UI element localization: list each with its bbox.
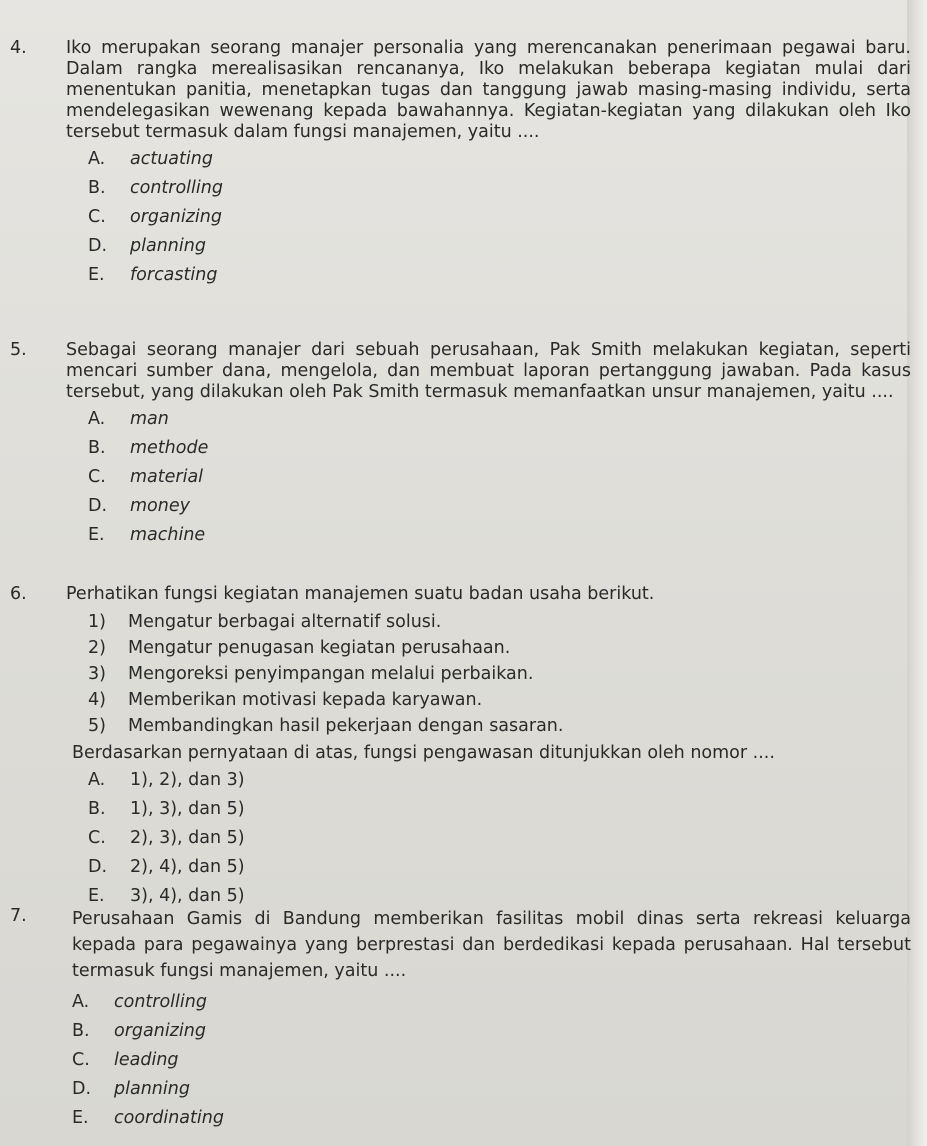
statement-list (88, 609, 911, 739)
question-text: Iko merupakan seorang manajer personalia yang merencanakan penerimaan pegawai baru. Dalam rangka merealisasikan rencananya, Iko melakukan beberapa kegiatan mulai dari menentukan panitia, menetapkan tugas dan tanggung jawab masing-masing individu, serta mendelegasikan wewenang kepada bawahannya. Kegiatan-kegiatan yang dilakukan oleh Iko tersebut termasuk dalam fungsi manajemen, yaitu .... (66, 38, 911, 142)
option-a[interactable]: A. 1), 2), dan 3) (88, 770, 245, 790)
option-b[interactable]: B. organizing (72, 1021, 206, 1041)
question-text: Sebagai seorang manajer dari sebuah perusahaan, Pak Smith melakukan kegiatan, seperti mencari sumber dana, mengelola, dan membuat laporan pertanggung jawaban. Pada kasus tersebut, yang dilakukan oleh Pak Smith termasuk memanfaatkan unsur manajemen, yaitu .... (66, 340, 911, 402)
option-e[interactable]: E. coordinating (72, 1108, 224, 1128)
question-6 (10, 584, 911, 911)
question-number: 5. (10, 340, 27, 360)
question-number: 4. (10, 38, 27, 58)
question-7 (10, 906, 911, 1133)
option-c[interactable]: C. 2), 3), dan 5) (88, 828, 245, 848)
options (88, 766, 911, 911)
options (72, 988, 911, 1133)
option-a[interactable]: A. man (88, 409, 169, 429)
statement-item: 2) Mengatur penugasan kegiatan perusahaan. (88, 638, 511, 658)
question-number: 6. (10, 584, 27, 604)
option-e[interactable]: E. forcasting (88, 265, 218, 285)
option-d[interactable]: D. money (88, 496, 190, 516)
option-b[interactable]: B. 1), 3), dan 5) (88, 799, 245, 819)
options (88, 145, 911, 290)
question-text: Perhatikan fungsi kegiatan manajemen suatu badan usaha berikut. (66, 584, 655, 604)
option-c[interactable]: C. material (88, 467, 204, 487)
option-e[interactable]: E. 3), 4), dan 5) (88, 886, 245, 906)
statement-item: 1) Mengatur berbagai alternatif solusi. (88, 612, 442, 632)
question-prompt: Berdasarkan pernyataan di atas, fungsi pengawasan ditunjukkan oleh nomor .... (72, 743, 775, 763)
option-d[interactable]: D. planning (72, 1079, 190, 1099)
option-d[interactable]: D. planning (88, 236, 206, 256)
option-a[interactable]: A. actuating (88, 149, 213, 169)
option-b[interactable]: B. methode (88, 438, 209, 458)
options (88, 405, 911, 550)
statement-item: 5) Membandingkan hasil pekerjaan dengan sasaran. (88, 716, 564, 736)
option-b[interactable]: B. controlling (88, 178, 223, 198)
option-e[interactable]: E. machine (88, 525, 206, 545)
option-c[interactable]: C. organizing (88, 207, 222, 227)
question-number: 7. (10, 906, 27, 926)
option-d[interactable]: D. 2), 4), dan 5) (88, 857, 245, 877)
question-4 (10, 38, 911, 290)
statement-item: 3) Mengoreksi penyimpangan melalui perbaikan. (88, 664, 534, 684)
statement-item: 4) Memberikan motivasi kepada karyawan. (88, 690, 483, 710)
question-text: Perusahaan Gamis di Bandung memberikan fasilitas mobil dinas serta rekreasi keluarga kepada para pegawainya yang berprestasi dan berdedikasi kepada perusahaan. Hal tersebut termasuk fungsi manajemen, yaitu .... (72, 909, 911, 981)
option-a[interactable]: A. controlling (72, 992, 207, 1012)
option-c[interactable]: C. leading (72, 1050, 179, 1070)
question-5 (10, 340, 911, 550)
